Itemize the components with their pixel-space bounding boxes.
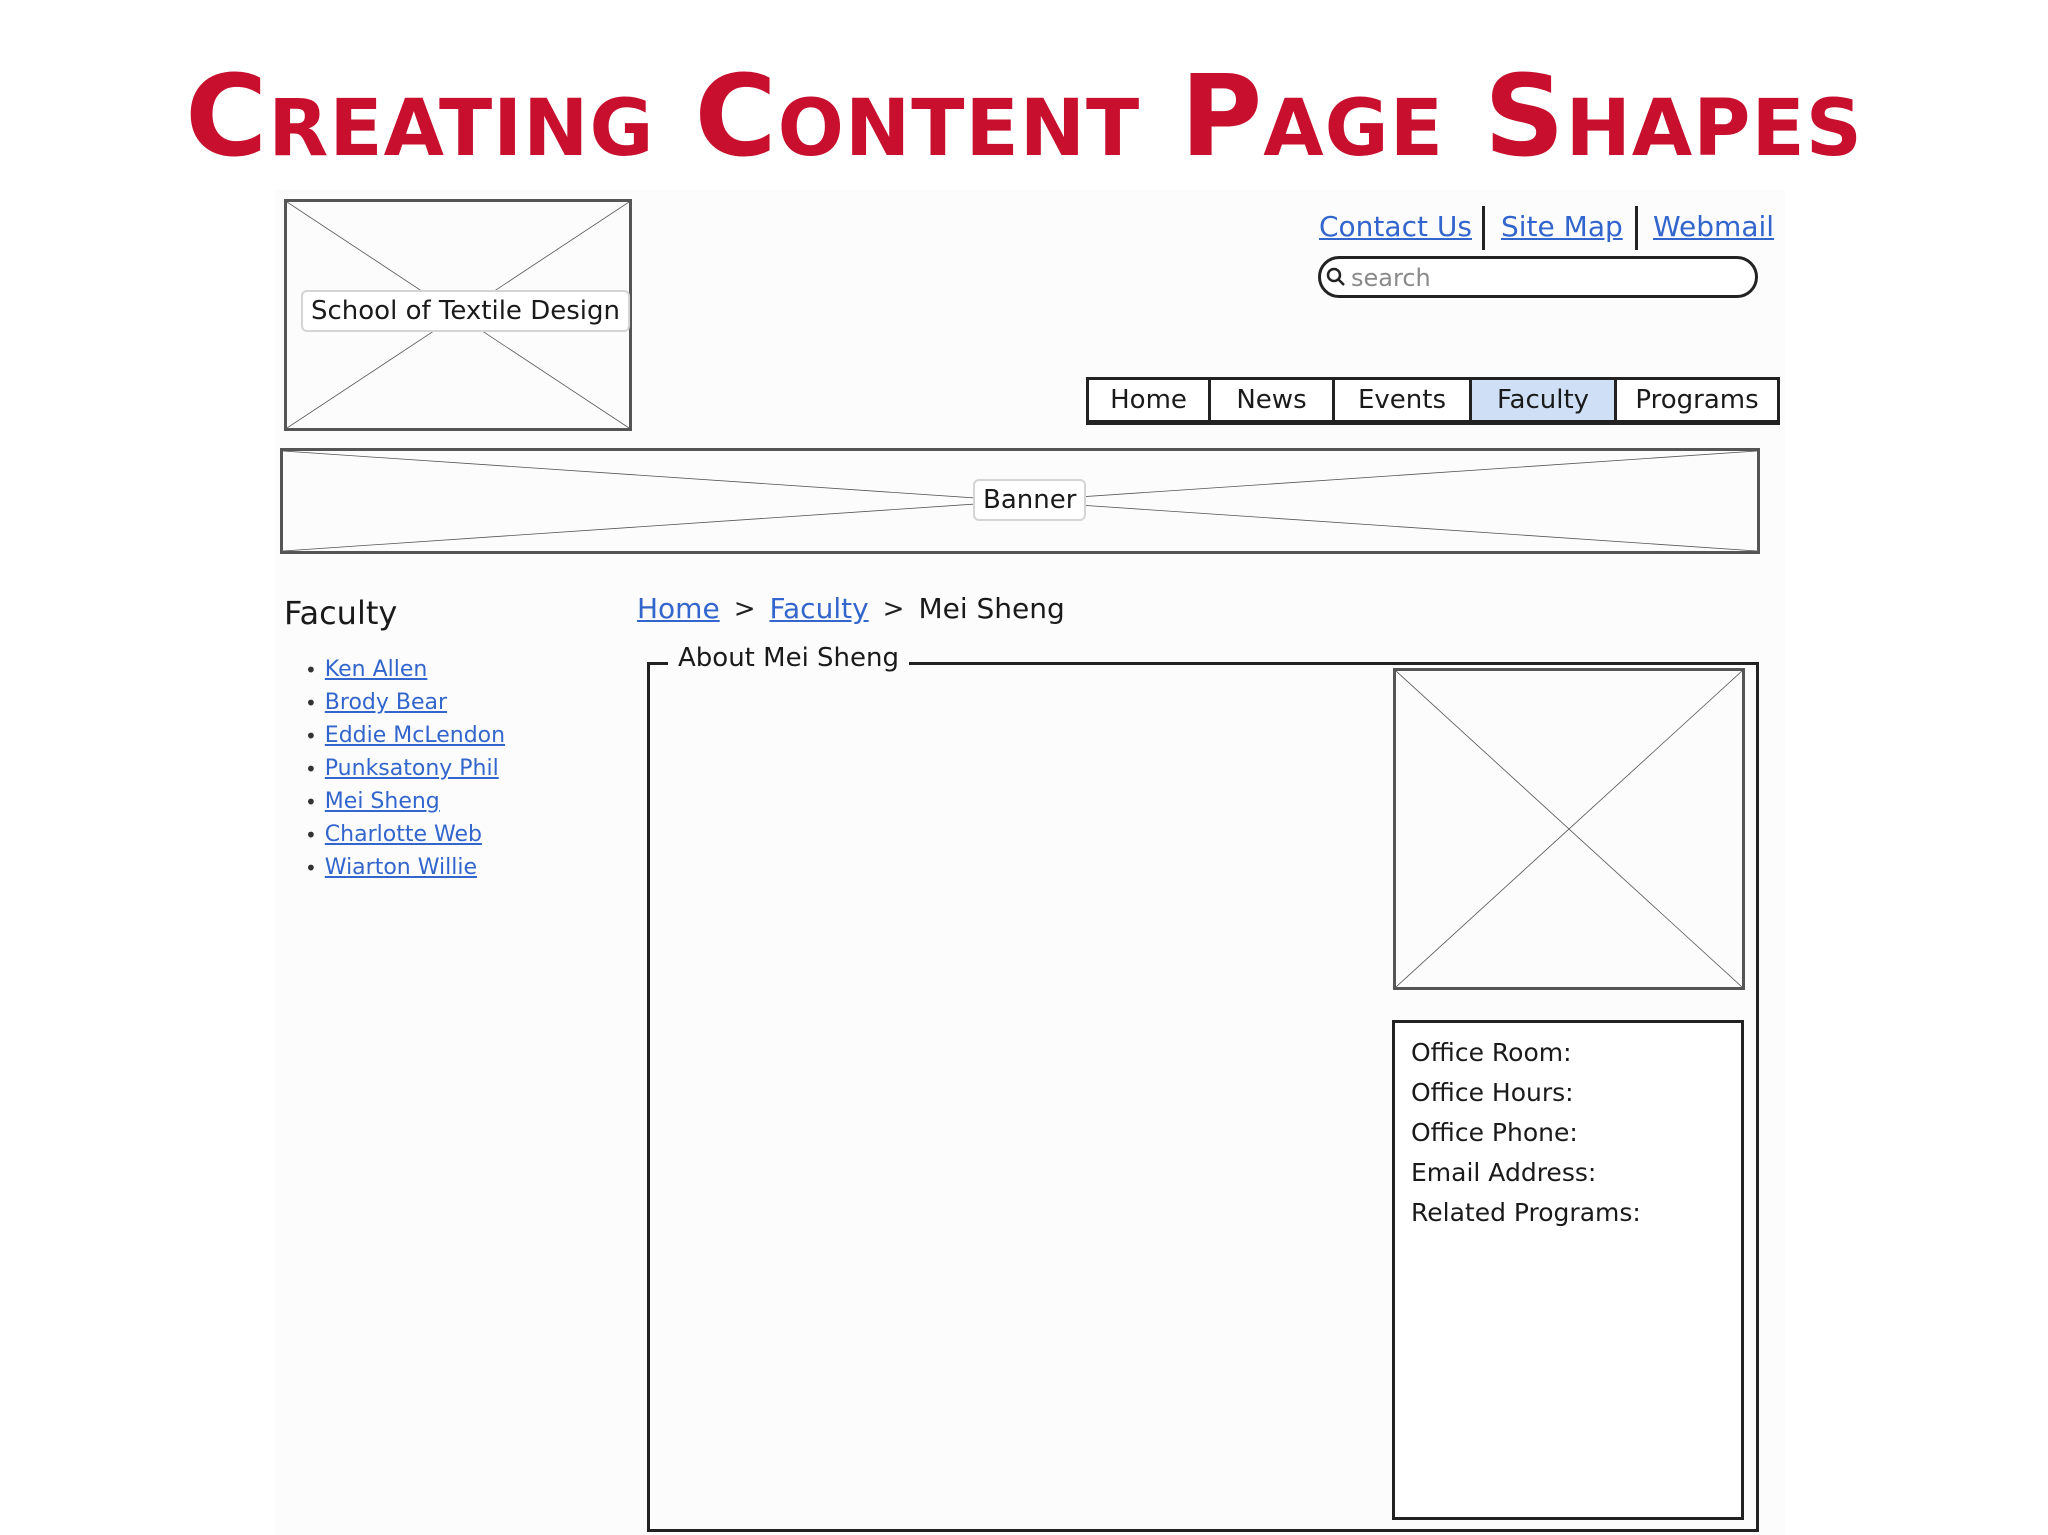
logo-label: School of Textile Design bbox=[301, 290, 630, 332]
tab-label: Faculty bbox=[1496, 385, 1590, 415]
banner-label: Banner bbox=[973, 479, 1086, 521]
tab-news[interactable] bbox=[1208, 377, 1335, 425]
image-placeholder-icon bbox=[1396, 671, 1742, 987]
site-map-link[interactable]: Site Map bbox=[1501, 210, 1623, 243]
office-hours-label: Office Hours: bbox=[1411, 1078, 1574, 1107]
list-item bbox=[305, 818, 505, 851]
faculty-link-wiarton-willie[interactable]: Wiarton Willie bbox=[324, 855, 477, 880]
chevron-right-icon: > bbox=[882, 593, 905, 624]
bullet-icon: • bbox=[305, 789, 317, 814]
webmail-link[interactable]: Webmail bbox=[1653, 210, 1775, 243]
wireframe-canvas bbox=[275, 190, 1785, 1535]
slide-title: Creating Content Page Shapes bbox=[185, 52, 1863, 182]
office-room-label: Office Room: bbox=[1411, 1038, 1572, 1067]
bullet-icon: • bbox=[305, 855, 317, 880]
tab-home[interactable] bbox=[1086, 377, 1211, 425]
utility-separator bbox=[1635, 206, 1638, 250]
list-item bbox=[305, 653, 505, 686]
faculty-link-eddie-mclendon[interactable]: Eddie McLendon bbox=[324, 723, 506, 748]
list-item bbox=[305, 785, 505, 818]
tab-faculty[interactable] bbox=[1469, 377, 1617, 425]
related-programs-label: Related Programs: bbox=[1411, 1198, 1641, 1227]
chevron-right-icon: > bbox=[733, 593, 756, 624]
sidebar-heading: Faculty bbox=[284, 594, 398, 632]
search-box bbox=[1318, 256, 1758, 298]
list-item bbox=[305, 752, 505, 785]
faculty-link-ken-allen[interactable]: Ken Allen bbox=[324, 657, 428, 682]
profile-photo-placeholder bbox=[1393, 668, 1745, 990]
bullet-icon: • bbox=[305, 822, 317, 847]
list-item bbox=[305, 719, 505, 752]
faculty-link-charlotte-web[interactable]: Charlotte Web bbox=[324, 822, 482, 847]
office-phone-label: Office Phone: bbox=[1411, 1118, 1578, 1147]
bullet-icon: • bbox=[305, 690, 317, 715]
tab-label: Programs bbox=[1635, 385, 1759, 415]
contact-us-link[interactable]: Contact Us bbox=[1319, 210, 1472, 243]
tab-events[interactable] bbox=[1332, 377, 1472, 425]
breadcrumb-current: Mei Sheng bbox=[918, 592, 1065, 625]
tab-label: Home bbox=[1110, 385, 1187, 415]
main-nav-tabs bbox=[1086, 377, 1777, 429]
email-address-label: Email Address: bbox=[1411, 1158, 1597, 1187]
utility-separator bbox=[1482, 206, 1485, 250]
faculty-link-brody-bear[interactable]: Brody Bear bbox=[324, 690, 448, 715]
logo-placeholder bbox=[284, 199, 632, 431]
office-info-box bbox=[1392, 1020, 1744, 1520]
list-item bbox=[305, 851, 505, 884]
bullet-icon: • bbox=[305, 756, 317, 781]
tab-programs[interactable] bbox=[1614, 377, 1780, 425]
faculty-link-mei-sheng[interactable]: Mei Sheng bbox=[324, 789, 440, 814]
fieldset-legend: About Mei Sheng bbox=[668, 643, 909, 673]
faculty-list bbox=[305, 653, 505, 884]
bullet-icon: • bbox=[305, 657, 317, 682]
tab-label: Events bbox=[1357, 385, 1447, 415]
bullet-icon: • bbox=[305, 723, 317, 748]
list-item bbox=[305, 686, 505, 719]
search-icon bbox=[1325, 266, 1347, 288]
tab-label: News bbox=[1236, 385, 1307, 415]
breadcrumb-home-link[interactable]: Home bbox=[637, 592, 720, 625]
banner-placeholder bbox=[280, 448, 1760, 554]
faculty-link-punksatony-phil[interactable]: Punksatony Phil bbox=[324, 756, 499, 781]
search-input[interactable] bbox=[1349, 261, 1743, 295]
breadcrumb bbox=[637, 592, 1065, 625]
breadcrumb-faculty-link[interactable]: Faculty bbox=[769, 592, 869, 625]
